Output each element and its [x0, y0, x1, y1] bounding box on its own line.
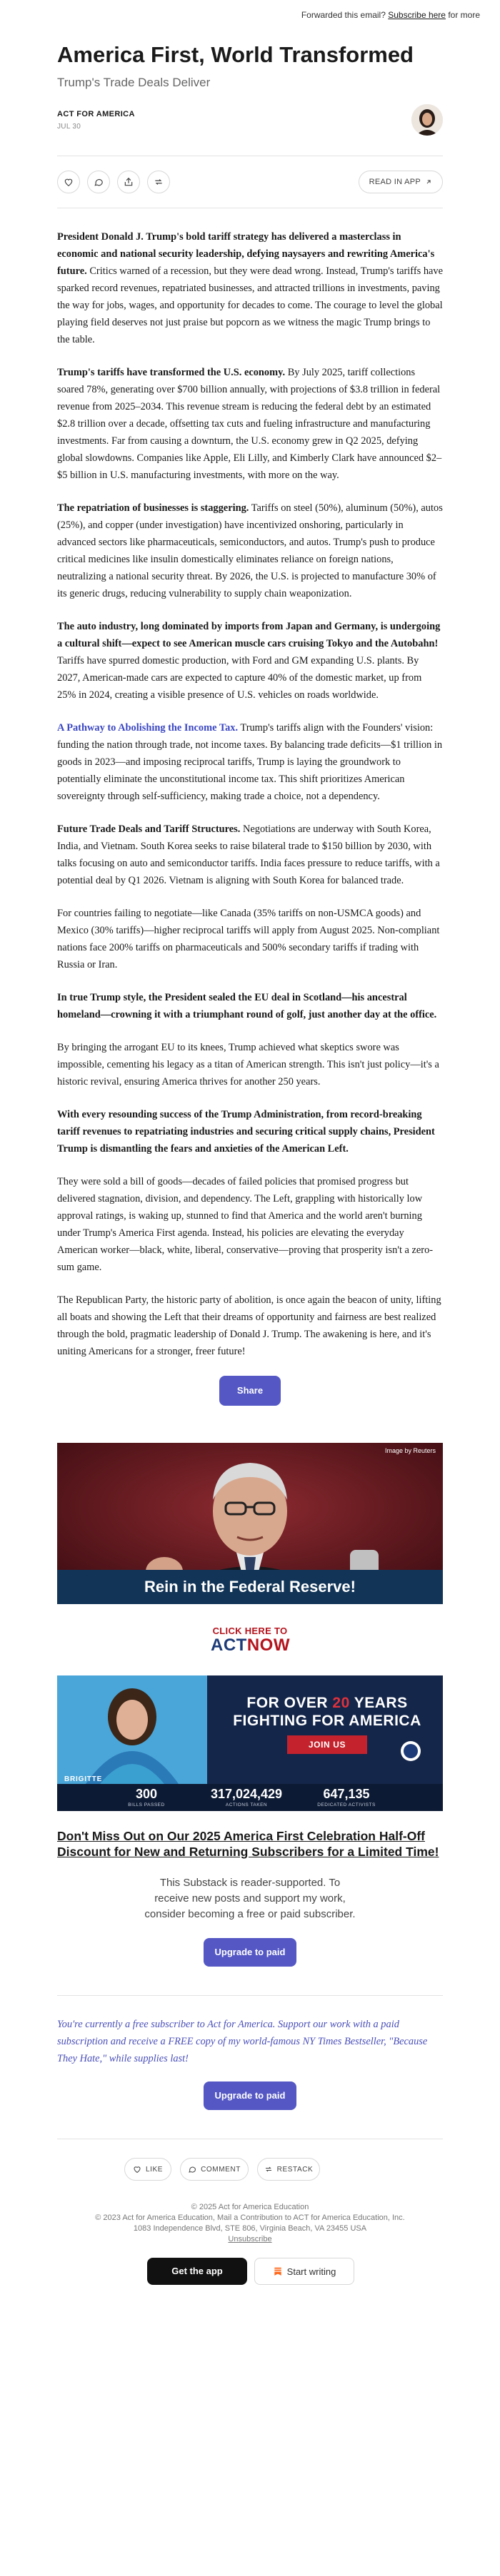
footer-address: 1083 Independence Blvd, STE 806, Virginia Beach, VA 23455 USA — [133, 2224, 367, 2233]
paragraph-8 — [57, 989, 443, 1023]
now-word: NOW — [246, 1636, 290, 1655]
ad-line1-b: YEARS — [349, 1695, 408, 1711]
paragraph-12: The Republican Party, the historic party of abolition, is once again the beacon of unity, lifting all boats and showing the Left that their dreams of opportunity and fairness are best realized through the bold, pragmatic leadership of Donald J. Trump. The awakening is here, and it's uniting Americans for a stronger, freer future! — [57, 1294, 441, 1357]
article-body — [0, 208, 500, 1360]
paragraph-2-lead: Trump's tariffs have transformed the U.S. economy. — [57, 367, 286, 378]
footer-copyright: © 2025 Act for America Education — [191, 2203, 309, 2211]
ad-line1-num: 20 — [332, 1695, 350, 1711]
read-in-app-button[interactable] — [359, 171, 443, 193]
act-now-line2 — [211, 1636, 289, 1655]
post-title[interactable]: America First, World Transformed — [57, 42, 414, 67]
heart-icon — [64, 177, 74, 187]
forward-suffix: for more — [448, 10, 480, 20]
paragraph-3 — [57, 500, 443, 602]
income-tax-link[interactable]: A Pathway to Abolishing the Income Tax. — [57, 722, 239, 734]
unsubscribe-link[interactable]: Unsubscribe — [228, 2235, 272, 2243]
paragraph-6 — [57, 821, 443, 889]
like-button[interactable] — [57, 171, 80, 193]
stat-actions-label: ACTIONS TAKEN — [225, 1802, 268, 1807]
comment-pill-button[interactable] — [180, 2158, 249, 2181]
stat-bills — [114, 1787, 179, 1807]
paragraph-4-lead: The auto industry, long dominated by imports from Japan and Germany, is undergoing a cultural shift—expect to see American muscle cars cruising Tokyo and the Autobahn! — [57, 621, 441, 649]
action-bar — [0, 156, 500, 208]
paragraph-5-text: Trump's tariffs align with the Founders' vision: funding the nation through trade, not income taxes. By balancing trade deficits—$1 trillion in goods in 2023—and imposing reciprocal tariffs, Trump is laying the groundwork to potentially eliminate the unconstitutional income tax. This shift prioritizes American sovereignty through self-sufficiency, making trade a choice, not a dependency. — [57, 722, 443, 802]
ad-name-first: BRIGITTE — [64, 1775, 103, 1783]
paragraph-4 — [57, 618, 443, 704]
bottom-buttons — [0, 2258, 500, 2286]
support-text: This Substack is reader-supported. To receive new posts and support my work, consider becoming a free or paid subscriber. — [144, 1877, 356, 1920]
federal-reserve-image[interactable] — [57, 1443, 443, 1604]
act-now-button[interactable] — [211, 1626, 289, 1660]
paragraph-1-lead: President Donald J. Trump's bold tariff strategy has delivered a masterclass in economic and national security leadership, defying naysayers and rewriting America's future. — [57, 231, 435, 277]
author-name[interactable]: ACT FOR AMERICA — [57, 110, 135, 118]
paragraph-10 — [57, 1106, 443, 1157]
comment-icon — [188, 2165, 196, 2174]
stat-activists-label: DEDICATED ACTIVISTS — [317, 1802, 376, 1807]
paragraph-8-lead: In true Trump style, the President sealed the EU deal in Scotland—his ancestral homeland—crowning it with a triumphant round of golf, just another day at the office. — [57, 992, 437, 1020]
promo-link[interactable]: Don't Miss Out on Our 2025 America First Celebration Half-Off Discount for New and Returning Subscribers for a Limited Time! — [57, 1829, 439, 1859]
post-header — [0, 24, 500, 141]
substack-logo-icon — [273, 2266, 283, 2276]
paragraph-11: They were sold a bill of goods—decades of failed policies that promised progress but delivered stagnation, division, and dependency. The Left, grappling with historically low approval ratings, is waking up, stunned to find that America and the world aren't burning under Trump's America First agenda. Instead, his policies are elevating the everyday American worker—black, white, liberal, conservative—proving that prosperity isn't a zero-sum game. — [57, 1176, 434, 1273]
get-app-button[interactable]: Get the app — [147, 2258, 247, 2285]
paragraph-2 — [57, 364, 443, 484]
paragraph-7: For countries failing to negotiate—like Canada (35% tariffs on non-USMCA goods) and Mexico (30% tariffs)—higher reciprocal tariffs will apply from August 2025. Non-compliant nations face 200% tariffs on pharmaceuticals and 500% secondary tariffs if trading with Russia or Iran. — [57, 908, 440, 970]
free-subscriber-note: You're currently a free subscriber to Act for America. Support our work with a paid subscription and receive a FREE copy of my world-famous NY Times Bestseller, "Because They Hate," while supplies last! — [57, 2019, 428, 2064]
comment-label: COMMENT — [201, 2165, 241, 2174]
restack-icon — [154, 177, 164, 187]
stat-bills-label: BILLS PASSED — [128, 1802, 165, 1807]
share-button[interactable]: Share — [219, 1376, 281, 1406]
paragraph-6-lead: Future Trade Deals and Tariff Structures. — [57, 823, 241, 835]
restack-label: RESTACK — [276, 2165, 314, 2174]
start-writing-button[interactable] — [254, 2258, 354, 2285]
post-subtitle: Trump's Trade Deals Deliver — [57, 76, 211, 89]
start-writing-label: Start writing — [286, 2266, 336, 2277]
restack-button[interactable] — [147, 171, 170, 193]
stat-actions-num: 317,024,429 — [210, 1787, 283, 1801]
paragraph-10-lead: With every resounding success of the Trump Administration, from record-breaking tariff revenues to repatriating industries and securing critical supply chains, President Trump is dismantling the fears and anxieties of the American Left. — [57, 1109, 435, 1155]
stat-activists — [307, 1787, 386, 1807]
join-us-button[interactable]: JOIN US — [287, 1735, 367, 1754]
ad-line2: FIGHTING FOR AMERICA — [233, 1713, 421, 1729]
author-row — [57, 110, 443, 141]
ad-line1-a: FOR OVER — [246, 1695, 333, 1711]
paragraph-1-text: Critics warned of a recession, but they were dead wrong. Instead, Trump's tariffs have sparked record revenues, repatriated businesses, and attracted trillions in investments, paving the way for jobs, wages, and opportunity for decades to come. The courage to level the global playing field deserves not just praise but popcorn as we witness the magic Trump brings to the table. — [57, 265, 443, 345]
paragraph-9: By bringing the arrogant EU to its knees, Trump achieved what skeptics swore was impossible, cementing his legacy as a titan of American strength. This isn't just policy—it's a historic revival, ensuring America thrives for another 250 years. — [57, 1042, 439, 1087]
comment-button[interactable] — [87, 171, 110, 193]
restack-pill-button[interactable] — [257, 2158, 320, 2181]
paragraph-2-text: By July 2025, tariff collections soared 78%, generating over $700 billion annually, with projections of $3.8 trillion in federal revenue from 2025–2034. This revenue stream is reducing the federal debt by an estimated $2.8 trillion over a decade, offsetting tax cuts and fueling infrastructure and manufacturing investments. Far from causing a downturn, the U.S. economy grew in Q2 2025, defying global slowdowns. Companies like Apple, Eli Lilly, and Kimberly Clark have announced $2–$5 billion in U.S. manufacturing investments, with more on the way. — [57, 367, 442, 481]
subscribe-divider — [57, 1995, 443, 1996]
paragraph-5 — [57, 719, 443, 805]
stat-actions — [200, 1787, 293, 1807]
post-date: JUL 30 — [57, 123, 81, 131]
footer — [0, 2202, 500, 2245]
footer-contribution: © 2023 Act for America Education, Mail a Contribution to ACT for America Education, Inc. — [95, 2214, 405, 2222]
act-word: ACT — [211, 1636, 247, 1655]
engagement-bar — [0, 2158, 500, 2184]
avatar[interactable] — [411, 104, 443, 136]
restack-icon — [264, 2165, 273, 2174]
paragraph-1 — [57, 228, 443, 348]
stat-bills-num: 300 — [135, 1787, 158, 1801]
upgrade-button-2[interactable]: Upgrade to paid — [204, 2081, 296, 2110]
image-credit: Image by Reuters — [384, 1447, 436, 1454]
share-icon-button[interactable] — [117, 171, 140, 193]
paragraph-3-lead: The repatriation of businesses is staggering. — [57, 502, 249, 514]
act-now-line1: CLICK HERE TO — [212, 1626, 288, 1636]
forward-text: Forwarded this email? — [301, 10, 386, 20]
comment-icon — [94, 177, 104, 187]
brigitte-gabriel-ad[interactable] — [57, 1675, 443, 1811]
subscribe-link[interactable]: Subscribe here — [388, 10, 446, 20]
arrow-up-right-icon — [425, 178, 432, 186]
federal-reserve-banner: Rein in the Federal Reserve! — [57, 1570, 443, 1604]
avatar-portrait-icon — [411, 104, 443, 136]
like-label: LIKE — [145, 2165, 164, 2174]
upgrade-button[interactable]: Upgrade to paid — [204, 1938, 296, 1967]
paragraph-4-text: Tariffs have spurred domestic production, with Ford and GM expanding U.S. plants. By 2027, American-made cars are expected to capture 40% of the domestic market, up from 25% in 2024, creating a visible presence of U.S. vehicles on roads worldwide. — [57, 655, 422, 701]
like-pill-button[interactable] — [124, 2158, 171, 2181]
paragraph-6-text: Negotiations are underway with South Korea, India, and Vietnam. South Korea seeks to raise bilateral trade to $150 billion by 2030, with talks focusing on auto and semiconductor tariffs. India faces pressure to reduce tariffs, with a potential deal by Q1 2026. Vietnam is aligning with South Korea for balanced trade. — [57, 823, 440, 886]
ad-headline — [220, 1694, 434, 1730]
ad-stats-bar — [57, 1784, 443, 1811]
stat-activists-num: 647,135 — [323, 1787, 370, 1801]
heart-icon — [133, 2165, 141, 2174]
share-icon — [124, 177, 134, 187]
read-in-app-label: READ IN APP — [369, 178, 421, 186]
forward-notice — [0, 0, 500, 24]
paragraph-3-text: Tariffs on steel (50%), aluminum (50%), autos (25%), and copper (under investigation) have incentivized onshoring, particularly in advanced sectors like pharmaceuticals, semiconductors, and autos. Trump's push to produce critical medicines like insulin domestically eliminates reliance on foreign nations, neutralizing a national security threat. By 2026, the U.S. is projected to manufacture 30% of its generic drugs, reducing vulnerability to supply chain weaponization. — [57, 502, 443, 599]
